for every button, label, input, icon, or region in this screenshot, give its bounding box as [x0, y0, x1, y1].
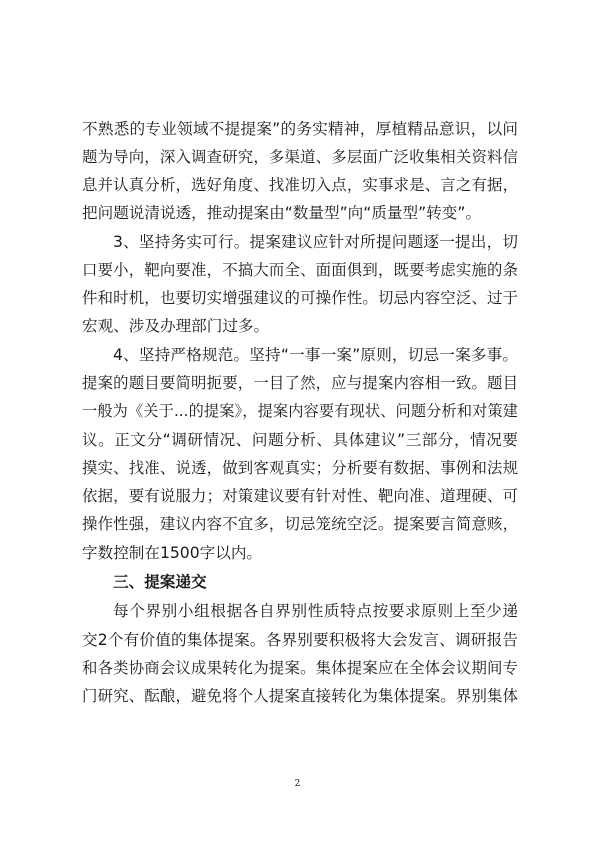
paragraph-line: 息并认真分析，选好角度、找准切入点，实事求是、言之有据， [82, 176, 518, 194]
paragraph-line: 字数控制在1500字以内。 [82, 544, 263, 562]
paragraph-line: 和各类协商会议成果转化为提案。集体提案应在全体会议期间专 [82, 659, 518, 677]
paragraph-line: 4、坚持严格规范。坚持“一事一案”原则，切忌一案多事。 [113, 346, 518, 364]
paragraph-line: 交2个有价值的集体提案。各界别要积极将大会发言、调研报告 [82, 631, 518, 649]
section-heading: 三、提案递交 [113, 573, 207, 591]
paragraph-line: 议。正文分“调研情况、问题分析、具体建议”三部分，情况要 [82, 431, 518, 449]
paragraph-line: 操作性强，建议内容不宜多，切忌笼统空泛。提案要言简意赅， [82, 515, 518, 533]
paragraph-line: 摸实、找准、说透，做到客观真实；分析要有数据、事例和法规 [82, 459, 518, 477]
paragraph-line: 门研究、酝酿，避免将个人提案直接转化为集体提案。界别集体 [82, 687, 518, 705]
paragraph-line: 3、坚持务实可行。提案建议应针对所提问题逐一提出，切 [113, 233, 518, 251]
page-number: 2 [294, 779, 301, 789]
paragraph-line: 件和时机，也要切实增强建议的可操作性。切忌内容空泛、过于 [82, 289, 518, 307]
paragraph-line: 提案的题目要简明扼要，一目了然，应与提案内容相一致。题目 [82, 374, 518, 392]
paragraph-line: 依据，要有说服力；对策建议要有针对性、靶向准、道理硬、可 [82, 487, 518, 505]
paragraph-line: 每个界别小组根据各自界别性质特点按要求原则上至少递 [113, 602, 518, 620]
paragraph-line: 口要小，靶向要准，不搞大而全、面面俱到，既要考虑实施的条 [82, 261, 518, 279]
paragraph-line: 把问题说清说透，推动提案由“数量型”向“质量型”转变”。 [82, 204, 482, 222]
paragraph-line: 宏观、涉及办理部门过多。 [82, 317, 270, 335]
paragraph-line: 不熟悉的专业领域不提提案”的务实精神，厚植精品意识，以问 [82, 120, 518, 138]
paragraph-line: 一般为《关于...的提案》，提案内容要有现状、问题分析和对策建 [82, 402, 518, 420]
paragraph-line: 题为导向，深入调查研究，多渠道、多层面广泛收集相关资料信 [82, 148, 518, 166]
